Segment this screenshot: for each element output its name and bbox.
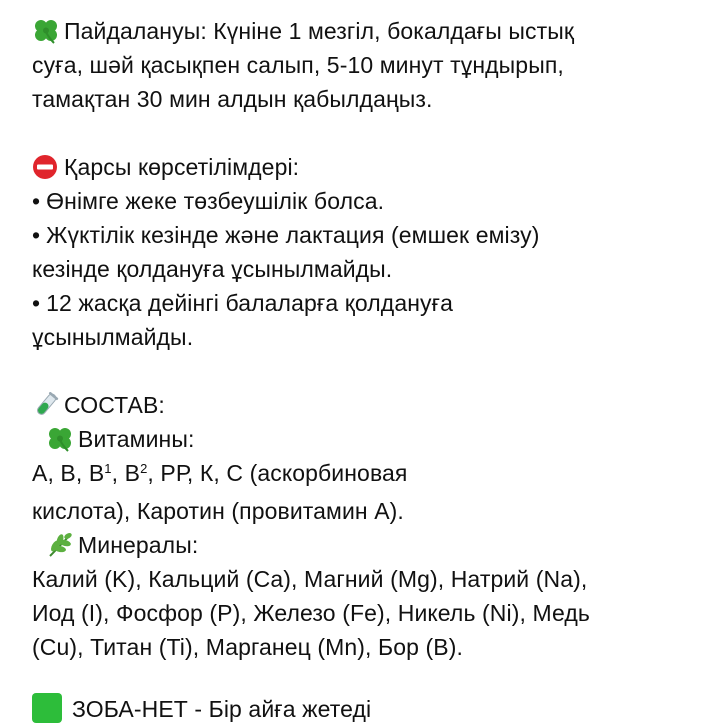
usage-line-2: суға, шәй қасықпен салып, 5-10 минут тұндырып, [32, 52, 564, 78]
no-entry-icon [32, 154, 62, 180]
vitamins-heading-text: Витамины: [78, 426, 195, 452]
composition-heading [32, 388, 712, 422]
contraindications-heading-text: Қарсы көрсетілімдері: [64, 154, 300, 180]
minerals-line-3: (Cu), Титан (Ti), Марганец (Mn), Бор (B). [32, 634, 463, 660]
product-line [32, 692, 712, 726]
herb-icon [46, 532, 76, 558]
contraindication-item-1: • Өнімге жеке төзбеушілік болса. [32, 188, 385, 214]
usage-text-1: Пайдалануы: Күніне 1 мезгіл, бокалдағы ыстық [64, 18, 575, 44]
bullet: • [32, 188, 41, 214]
four-leaf-clover-icon [32, 18, 62, 44]
composition-heading-text: СОСТАВ: [64, 392, 165, 418]
minerals-heading [32, 528, 712, 562]
vitamins-heading [32, 422, 712, 456]
product-label: ЗОБА-НЕТ - Бір айға жетеді [72, 696, 372, 722]
contraindication-item-2-cont: кезінде қолдануға ұсынылмайды. [32, 256, 393, 282]
document [32, 14, 712, 726]
test-tube-icon [32, 392, 62, 418]
contraindication-item-2: • Жүктілік кезінде және лактация (емшек емізу) [32, 222, 540, 248]
usage-line-1 [32, 14, 712, 48]
bullet: • [32, 222, 41, 248]
green-square-icon [32, 693, 62, 723]
vitamins-line-2: кислота), Каротин (провитамин А). [32, 498, 404, 524]
contraindication-item-3-cont: ұсынылмайды. [32, 324, 194, 350]
contraindication-item-3: • 12 жасқа дейінгі балаларға қолдануға [32, 290, 453, 316]
minerals-line-2: Иод (I), Фосфор (P), Железо (Fe), Никель (Ni), Медь [32, 600, 590, 626]
usage-line-3: тамақтан 30 мин алдын қабылдаңыз. [32, 86, 433, 112]
vitamins-line-1: А, В, $В^1$, $В^2$, РР, К, С (аскорбиновая [32, 460, 408, 486]
four-leaf-clover-icon [46, 426, 76, 452]
bullet: • [32, 290, 41, 316]
minerals-line-1: Калий (K), Кальций (Ca), Магний (Mg), Натрий (Na), [32, 566, 588, 592]
contraindications-heading [32, 150, 712, 184]
minerals-heading-text: Минералы: [78, 532, 199, 558]
